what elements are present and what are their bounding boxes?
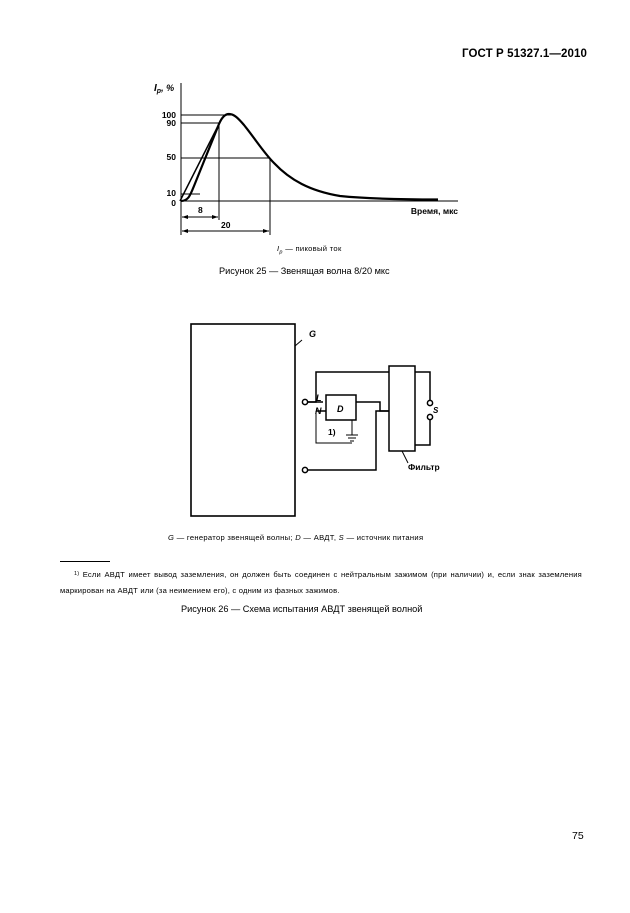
generator-terminal-top: [302, 399, 307, 404]
label-filter: Фильтр: [408, 462, 440, 472]
legend-symbol: I: [277, 244, 280, 253]
x-axis-label: Время, мкс: [410, 206, 458, 216]
figure26-legend: G — генератор звенящей волны; D — АВДТ, S — источник питания: [168, 533, 424, 542]
ring-wave-chart: [140, 70, 480, 240]
footnote-mark: 1): [73, 571, 80, 577]
source-terminal-bottom: [427, 414, 432, 419]
y-tick-10: 10: [166, 188, 176, 198]
dim-label-20: 20: [221, 220, 231, 230]
wire-D-filter: [356, 402, 389, 411]
label-footnote-1: 1): [328, 427, 336, 437]
footnote-text: Если АВДТ имеет вывод заземления, он должен быть соединен с нейтральным зажимом (при наличии) и, если знак заземления маркирован на АВДТ или (за неимением его), с одним из фазных зажимов.: [60, 570, 582, 595]
y-tick-50: 50: [166, 152, 176, 162]
footnote-separator: [60, 561, 110, 562]
page-number: 75: [572, 830, 584, 842]
figure26-caption: Рисунок 26 — Схема испытания АВДТ звенящей волной: [181, 604, 423, 614]
label-L: L: [316, 393, 322, 403]
filter-box: [389, 366, 415, 451]
label-G: G: [309, 329, 317, 339]
figure25-legend: $I_p$ — пиковый ток: [277, 244, 342, 256]
generator-box: [191, 324, 295, 516]
legend-text: — пиковый ток: [282, 244, 342, 253]
y-axis-label: $I_p$, %: [154, 83, 175, 95]
label-S: S: [433, 406, 439, 415]
dim-label-8: 8: [198, 205, 203, 215]
test-circuit-diagram: [180, 315, 460, 525]
wire-source-top: [415, 372, 430, 400]
generator-terminal-bottom: [302, 467, 307, 472]
label-D: D: [337, 404, 344, 414]
y-tick-100: 100: [161, 110, 176, 120]
label-N: N: [315, 406, 322, 416]
y-tick-0: 0: [171, 198, 176, 208]
generator-leader: [295, 340, 302, 346]
y-tick-90: 90: [166, 118, 176, 128]
figure25-caption: Рисунок 25 — Звенящая волна 8/20 мкс: [219, 266, 390, 276]
source-terminal-top: [427, 400, 432, 405]
footnote: [60, 567, 582, 599]
ground-symbol: [346, 435, 358, 441]
document-header: ГОСТ Р 51327.1—2010: [462, 48, 587, 60]
wire-source-bottom: [415, 420, 430, 445]
